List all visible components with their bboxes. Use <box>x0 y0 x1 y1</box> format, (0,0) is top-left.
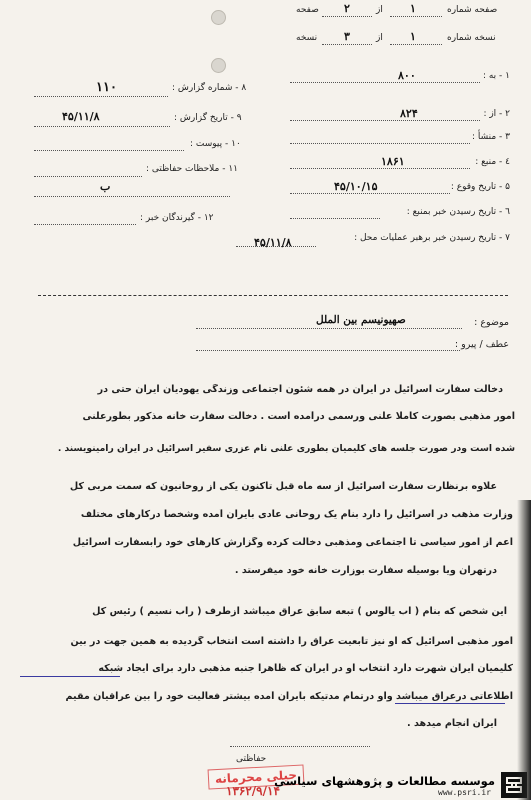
institute-website: www.psri.ir <box>438 788 491 797</box>
page-label: صفحه شماره <box>447 5 498 15</box>
body-line: دخالت سفارت اسرائیل در ایران در همه شئون اجتماعی وزندگی یهودیان ایران حتی در <box>97 384 503 395</box>
classification-stamp: حیلی محرمانه <box>208 765 305 790</box>
field-report-date-value: ۴۵/۱۱/۸ <box>62 110 100 123</box>
section-divider <box>38 295 508 296</box>
copy-of-label: از <box>376 33 383 43</box>
body-line: امور مذهبی بصورت کاملا علنی ورسمی درآمده است . دخالت سفارت خانه مذکور بطورعلنی <box>82 411 515 422</box>
page-edge-shadow <box>517 500 531 800</box>
field-report-number-value: ۱۱۰ <box>96 80 117 95</box>
field-recipients-label: ۱۲ - گیرندگان خبر : <box>140 213 214 223</box>
page-number: ۱ <box>410 2 416 15</box>
body-line: امور مذهبی اسرائیل که او نیز تابعیت عراق را داشته است انتخاب گردیده به همین جهت در بین <box>70 636 513 647</box>
punch-hole-top <box>211 10 226 25</box>
field-security-mark: ب <box>100 180 111 193</box>
field-event-date-label: ۵ - تاریخ وقوع : <box>450 182 510 192</box>
field-to-value: ۸۰۰ <box>398 69 416 82</box>
archive-footer <box>0 774 531 800</box>
body-line: درتهران ویا بوسیله سفارت بوزارت خانه خود میفرستد . <box>234 565 497 576</box>
body-line: اطلاعاتی درعراق میباشد واو درتمام مدتیکه بایران آمده بیشتر فعالیت خود را بین عراقیان مقیم <box>65 691 513 702</box>
field-origin-label: ۳ - منشأ : <box>471 132 510 142</box>
punch-hole-second <box>211 58 226 73</box>
page-suffix: صفحه <box>296 5 319 15</box>
copy-total: ۳ <box>344 30 350 43</box>
field-security-notes-label: ۱۱ - ملاحظات حفاظتی : <box>146 164 238 174</box>
field-from-label: ۲ - از : <box>483 109 510 119</box>
institute-name: موسسه مطالعات و پژوهشهای سیاسی <box>274 774 495 788</box>
field-source-label: ٤ - منبع : <box>475 157 510 167</box>
subject-value: صهیونیسم بین الملل <box>316 314 406 326</box>
page-of-label: از <box>376 5 383 15</box>
body-line: شده است ودر صورت جلسه های کلیمیان بطوری علنی نام عزری سفیر اسرائیل در ایران رامینویسند . <box>57 443 515 454</box>
copy-suffix: نسخه <box>296 33 318 43</box>
field-source-value: ۱۸۶۱ <box>381 155 405 168</box>
body-line: وزارت مذهب در اسرائیل را دارد بنام یک روحانی عادی بایران آمده وشخصا درکارهای مختلف <box>80 509 513 520</box>
body-line: این شخص که بنام ( اب یالوس ) تبعه سابق عراق میباشد ازطرف ( راب نسیم ) رئیس کل <box>92 606 507 617</box>
field-source-receipt-label: ٦ - تاریخ رسیدن خبر بمنبع : <box>406 207 510 217</box>
field-ops-receipt-value: ۴۵/۱۱/۸ <box>254 236 292 249</box>
field-to-label: ۱ - به : <box>482 71 510 81</box>
security-level-label: حفاظتی <box>236 754 267 764</box>
archive-date: ۱۳۶۲/۹/۱۴ <box>226 784 280 798</box>
field-attachment-label: ۱۰ - پیوست : <box>190 139 241 149</box>
body-line: ایران انجام میدهد . <box>406 718 497 729</box>
subject-label: موضوع : <box>474 317 509 328</box>
copy-label: نسخه شماره <box>447 33 496 43</box>
page-total: ۲ <box>344 2 350 15</box>
copy-number: ۱ <box>410 30 416 43</box>
handwritten-underline <box>20 676 120 677</box>
field-from-value: ۸۲۴ <box>400 107 418 120</box>
body-line: کلیمیان ایران شهرت دارد انتخاب او در ایران که ظاهرا جنبه مذهبی دارد برای ایجاد شبکه <box>98 663 513 674</box>
field-report-number-label: ۸ - شماره گزارش : <box>172 83 247 93</box>
field-event-date-value: ۴۵/۱۰/۱۵ <box>334 180 378 193</box>
reference-label: عطف / پیرو : <box>454 339 509 350</box>
field-ops-receipt-label: ۷ - تاریخ رسیدن خبر برهبر عملیات محل : <box>354 233 510 243</box>
body-line: اعم از امور سیاسی تا اجتماعی ومذهبی دخالت کرده وگزارش کارهای خود رابسفارت اسرائیل <box>72 537 513 548</box>
body-line: علاوه برنظارت سفارت اسرائیل از سه ماه قبل تاکنون یکی از روحانیون که سمت مربی کل <box>69 481 497 492</box>
handwritten-underline <box>395 703 505 704</box>
field-report-date-label: ۹ - تاریخ گزارش : <box>174 113 242 123</box>
